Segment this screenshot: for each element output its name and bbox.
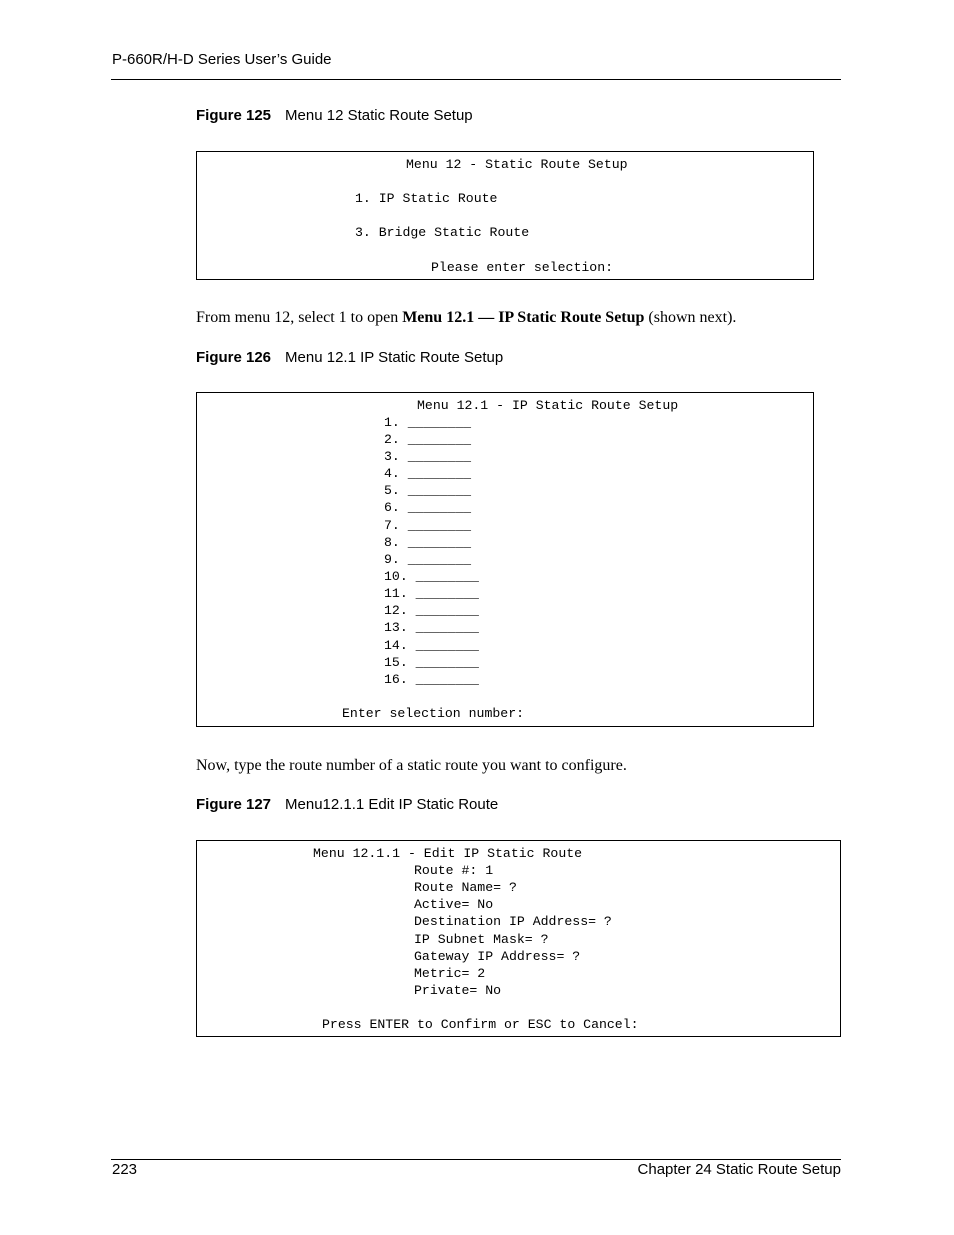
- figure-127-caption: [196, 796, 498, 813]
- menu-12-title: Menu 12 - Static Route Setup: [406, 157, 628, 172]
- paragraph-type-route-number: Now, type the route number of a static route you want to configure.: [196, 757, 627, 774]
- running-header-title: P-660R/H-D Series User’s Guide: [112, 51, 332, 68]
- route-slot: 2. ________: [384, 432, 472, 447]
- field-metric: Metric= 2: [414, 966, 486, 981]
- figure-126-terminal: [196, 392, 814, 727]
- page-number: 223: [112, 1161, 138, 1178]
- field-route-number: Route #: 1: [414, 863, 494, 878]
- figure-125-caption: [196, 107, 473, 124]
- figure-127-caption-text: Menu12.1.1 Edit IP Static Route: [285, 796, 499, 813]
- route-slot: 14. ________: [384, 638, 479, 653]
- route-slot: 8. ________: [384, 535, 472, 550]
- route-slot: 4. ________: [384, 466, 472, 481]
- route-slot: 15. ________: [384, 655, 479, 670]
- figure-125-label: Figure 125: [196, 107, 272, 124]
- field-gateway-ip: Gateway IP Address= ?: [414, 949, 581, 964]
- figure-125-terminal: [196, 151, 814, 280]
- figure-127-terminal: [196, 840, 841, 1037]
- route-slot: 1. ________: [384, 415, 472, 430]
- menu-12-1-title: Menu 12.1 - IP Static Route Setup: [417, 398, 679, 413]
- menu-12-option-ip-static-route: 1. IP Static Route: [355, 191, 498, 206]
- paragraph-open-menu-12-1: [196, 309, 736, 327]
- menu-12-1-1-title: Menu 12.1.1 - Edit IP Static Route: [313, 846, 583, 861]
- route-slot: 10. ________: [384, 569, 479, 584]
- paragraph-text-end: (shown next).: [644, 309, 737, 326]
- route-slot: 5. ________: [384, 483, 472, 498]
- menu-12-option-bridge-static-route: 3. Bridge Static Route: [355, 225, 530, 240]
- field-private: Private= No: [414, 983, 502, 998]
- figure-127-label: Figure 127: [196, 796, 272, 813]
- menu-12-1-prompt: Enter selection number:: [342, 706, 525, 721]
- field-active: Active= No: [414, 897, 494, 912]
- paragraph-menu-name: Menu 12.1 — IP Static Route Setup: [402, 309, 645, 326]
- route-slot: 9. ________: [384, 552, 472, 567]
- route-slot: 11. ________: [384, 586, 479, 601]
- field-destination-ip: Destination IP Address= ?: [414, 914, 612, 929]
- field-route-name: Route Name= ?: [414, 880, 517, 895]
- figure-125-caption-text: Menu 12 Static Route Setup: [285, 107, 473, 124]
- figure-126-caption: [196, 349, 503, 366]
- paragraph-text-start: From menu 12, select 1 to open: [196, 309, 403, 326]
- field-ip-subnet-mask: IP Subnet Mask= ?: [414, 932, 549, 947]
- route-slot: 13. ________: [384, 620, 479, 635]
- footer-rule: [111, 1159, 841, 1160]
- route-slot: 16. ________: [384, 672, 479, 687]
- route-slot: 12. ________: [384, 603, 479, 618]
- route-slot: 3. ________: [384, 449, 472, 464]
- figure-126-caption-text: Menu 12.1 IP Static Route Setup: [285, 349, 504, 366]
- menu-12-prompt: Please enter selection:: [431, 260, 614, 275]
- chapter-title: Chapter 24 Static Route Setup: [637, 1161, 841, 1178]
- header-rule: [111, 79, 841, 80]
- figure-126-label: Figure 126: [196, 349, 272, 366]
- route-slot: 7. ________: [384, 518, 472, 533]
- route-slot: 6. ________: [384, 500, 472, 515]
- menu-12-1-1-prompt: Press ENTER to Confirm or ESC to Cancel:: [322, 1017, 639, 1032]
